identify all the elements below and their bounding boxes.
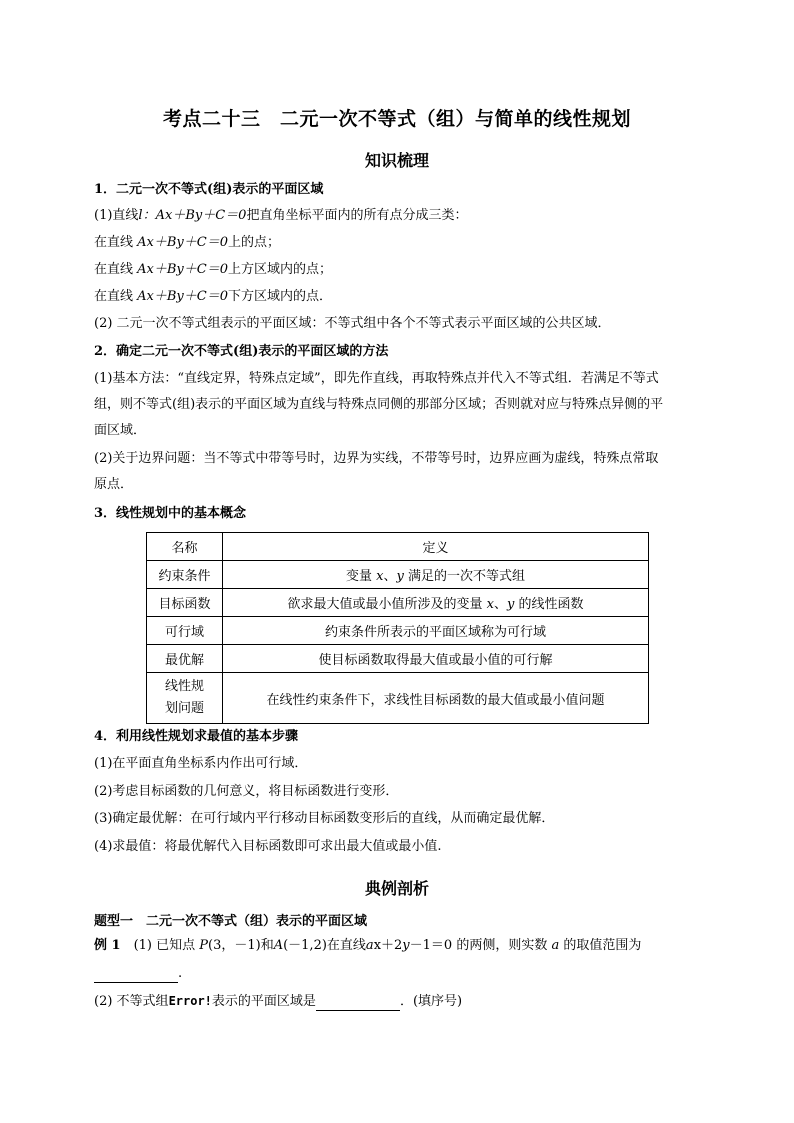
point-P: P bbox=[199, 938, 209, 953]
table-cell-name bbox=[147, 673, 223, 724]
example-1-answer-line bbox=[94, 965, 182, 983]
var-y: y bbox=[402, 938, 410, 953]
q2-text: 表示的平面区域是 bbox=[211, 994, 316, 1009]
s4-line-4: (4)求最值：将最优解代入目标函数即可求出最大值或最小值. bbox=[94, 839, 442, 854]
example-1-question-2 bbox=[94, 992, 462, 1011]
s2-line-1: (1)基本方法：“直线定界，特殊点定域”，即先作直线，再取特殊点并代入不等式组．若满足不等式 bbox=[94, 371, 659, 386]
s4-heading: 4．利用线性规划求最值的基本步骤 bbox=[94, 729, 299, 744]
var-a: a bbox=[551, 938, 560, 953]
s4-line-3: (3)确定最优解：在可行域内平行移动目标函数变形后的直线，从而确定最优解． bbox=[94, 811, 555, 826]
table-row bbox=[147, 645, 649, 673]
table-cell-definition: 使目标函数取得最大值或最小值的可行解 bbox=[223, 645, 649, 673]
table-cell-definition: 在线性约束条件下，求线性目标函数的最大值或最小值问题 bbox=[223, 673, 649, 724]
table-cell-definition bbox=[223, 561, 649, 589]
s1-paragraph-2 bbox=[94, 234, 280, 252]
name-line-1: 线性规 bbox=[164, 679, 204, 694]
var-a: a bbox=[365, 938, 374, 953]
s1-p2-post: 上的点； bbox=[227, 235, 280, 250]
table-header-definition: 定义 bbox=[223, 533, 649, 561]
s3-heading: 3．线性规划中的基本概念 bbox=[94, 506, 247, 521]
table-cell-definition: 约束条件所表示的平面区域称为可行域 bbox=[223, 617, 649, 645]
s1-p1-post: 把直角坐标平面内的所有点分成三类： bbox=[246, 208, 468, 223]
s1-p1-line-symbol: l bbox=[138, 208, 143, 223]
q1-end: . bbox=[178, 966, 183, 981]
example-label: 例 1 bbox=[94, 938, 121, 953]
q2-text: ．(填序号) bbox=[399, 994, 463, 1009]
point-A: A bbox=[273, 938, 284, 953]
table-row bbox=[147, 617, 649, 645]
type-1-heading: 题型一 二元一次不等式（组）表示的平面区域 bbox=[94, 914, 368, 929]
table-cell-name: 最优解 bbox=[147, 645, 223, 673]
q1-text: 的取值范围为 bbox=[559, 938, 642, 953]
var-x: x bbox=[376, 569, 384, 584]
s2-line-2: 组，则不等式(组)表示的平面区域为直线与特殊点同侧的那部分区域；否则就对应与特殊点异侧的平 bbox=[94, 397, 664, 412]
s1-paragraph-3 bbox=[94, 261, 332, 279]
s1-p1-equation: ：Ax＋By＋C＝0 bbox=[142, 208, 247, 223]
table-row bbox=[147, 589, 649, 617]
table-cell-name: 目标函数 bbox=[147, 589, 223, 617]
s1-p4-pre: 在直线 bbox=[94, 289, 138, 304]
definition-table bbox=[146, 532, 649, 724]
s1-p3-equation: Ax＋By＋C＝0 bbox=[137, 262, 228, 277]
s1-paragraph-1 bbox=[94, 207, 467, 225]
table-header-name: 名称 bbox=[147, 533, 223, 561]
s1-paragraph-5: (2) 二元一次不等式组表示的平面区域：不等式组中各个不等式表示平面区域的公共区域． bbox=[94, 316, 611, 331]
table-cell-name: 可行域 bbox=[147, 617, 223, 645]
def-sep: 、 bbox=[383, 569, 397, 584]
s2-heading: 2．确定二元一次不等式(组)表示的平面区域的方法 bbox=[94, 344, 389, 359]
example-1-question-1 bbox=[94, 937, 641, 955]
def-text: 的线性函数 bbox=[514, 597, 584, 612]
var-x: x bbox=[486, 597, 494, 612]
var-y: y bbox=[507, 597, 515, 612]
s4-line-1: (1)在平面直角坐标系内作出可行域． bbox=[94, 756, 308, 771]
s2-line-4: (2)关于边界问题：当不等式中带等号时，边界为实线，不带等号时，边界应画为虚线，特殊点常取 bbox=[94, 451, 659, 466]
s1-p3-post: 上方区域内的点； bbox=[227, 262, 332, 277]
q2-text: (2) 不等式组 bbox=[94, 994, 169, 1009]
s1-heading: 1．二元一次不等式(组)表示的平面区域 bbox=[94, 182, 324, 197]
table-header-row bbox=[147, 533, 649, 561]
table-row bbox=[147, 673, 649, 724]
def-sep: 、 bbox=[493, 597, 507, 612]
s1-p3-pre: 在直线 bbox=[94, 262, 138, 277]
s4-line-2: (2)考虑目标函数的几何意义，将目标函数进行变形． bbox=[94, 784, 399, 799]
var-y: y bbox=[396, 569, 404, 584]
error-placeholder: Error! bbox=[168, 994, 212, 1008]
s1-p4-post: 下方区域内的点． bbox=[227, 289, 332, 304]
s2-line-3: 面区域． bbox=[94, 423, 147, 438]
q1-text: －1＝0 的两侧，则实数 bbox=[409, 938, 552, 953]
def-text: 欲求最大值或最小值所涉及的变量 bbox=[287, 597, 487, 612]
answer-blank-1[interactable] bbox=[94, 968, 178, 983]
s1-p2-equation: Ax＋By＋C＝0 bbox=[137, 235, 228, 250]
s1-p2-pre: 在直线 bbox=[94, 235, 138, 250]
s1-p4-equation: Ax＋By＋C＝0 bbox=[137, 289, 228, 304]
section-heading-knowledge: 知识梳理 bbox=[364, 151, 429, 170]
section-heading-examples: 典例剖析 bbox=[364, 879, 429, 898]
q1-text: x＋2 bbox=[373, 938, 403, 953]
q1-text: (－1,2)在直线 bbox=[283, 938, 366, 953]
table-row bbox=[147, 561, 649, 589]
s1-p1-pre: (1)直线 bbox=[94, 208, 139, 223]
def-text: 满足的一次不等式组 bbox=[403, 569, 525, 584]
q1-text: (3，－1)和 bbox=[208, 938, 274, 953]
page-title: 考点二十三 二元一次不等式（组）与简单的线性规划 bbox=[162, 108, 631, 130]
table-cell-name: 约束条件 bbox=[147, 561, 223, 589]
s2-line-5: 原点． bbox=[94, 477, 134, 492]
s1-paragraph-4 bbox=[94, 288, 332, 306]
table-cell-definition bbox=[223, 589, 649, 617]
q1-text: (1) 已知点 bbox=[120, 938, 200, 953]
def-text: 变量 bbox=[346, 569, 377, 584]
answer-blank-2[interactable] bbox=[316, 996, 400, 1011]
name-line-2: 划问题 bbox=[164, 701, 204, 716]
